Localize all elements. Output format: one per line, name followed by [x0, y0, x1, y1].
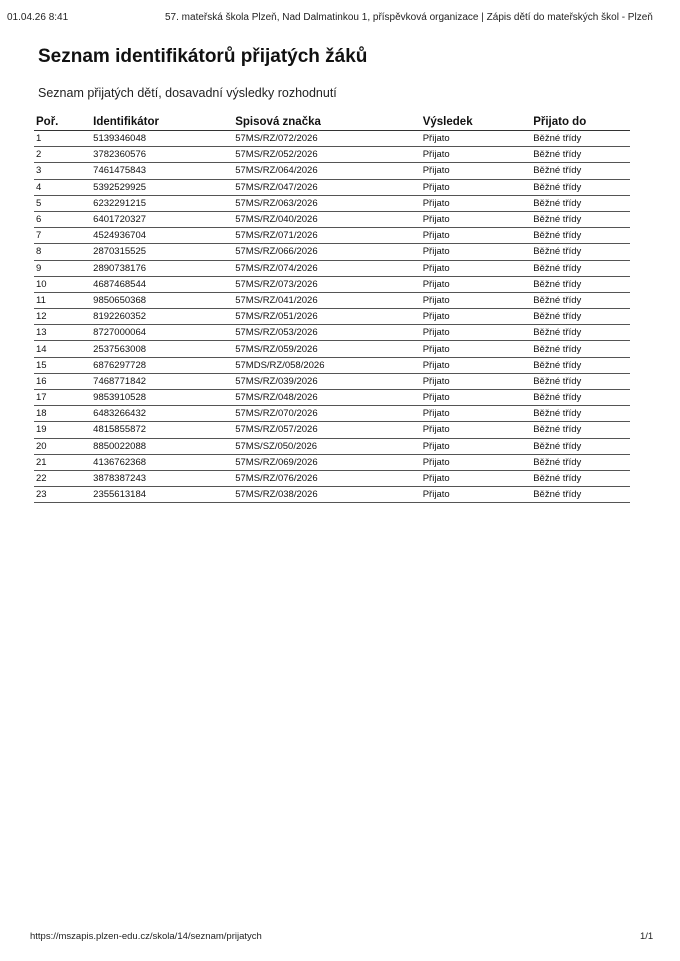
column-header-identifier: Identifikátor [91, 110, 233, 131]
cell-admitted-to: Běžné třídy [531, 163, 630, 179]
cell-identifier: 4136762368 [91, 454, 233, 470]
cell-file-reference: 57MS/RZ/069/2026 [233, 454, 420, 470]
cell-admitted-to: Běžné třídy [531, 325, 630, 341]
cell-file-reference: 57MS/RZ/038/2026 [233, 487, 420, 503]
cell-file-reference: 57MS/RZ/073/2026 [233, 276, 420, 292]
cell-admitted-to: Běžné třídy [531, 276, 630, 292]
cell-identifier: 3782360576 [91, 147, 233, 163]
cell-result: Přijato [421, 260, 531, 276]
cell-order: 17 [34, 390, 91, 406]
table-row [34, 341, 630, 357]
cell-result: Přijato [421, 454, 531, 470]
table-row [34, 454, 630, 470]
cell-file-reference: 57MS/RZ/072/2026 [233, 131, 420, 147]
cell-result: Přijato [421, 131, 531, 147]
cell-identifier: 4687468544 [91, 276, 233, 292]
cell-identifier: 6232291215 [91, 195, 233, 211]
table-row [34, 357, 630, 373]
column-header-order: Poř. [34, 110, 91, 131]
cell-result: Přijato [421, 325, 531, 341]
cell-identifier: 8192260352 [91, 309, 233, 325]
cell-order: 7 [34, 228, 91, 244]
cell-file-reference: 57MS/RZ/074/2026 [233, 260, 420, 276]
cell-admitted-to: Běžné třídy [531, 179, 630, 195]
cell-identifier: 8850022088 [91, 438, 233, 454]
footer-url: https://mszapis.plzen-edu.cz/skola/14/seznam/prijatych [30, 931, 262, 942]
column-header-result: Výsledek [421, 110, 531, 131]
cell-file-reference: 57MS/SZ/050/2026 [233, 438, 420, 454]
cell-order: 23 [34, 487, 91, 503]
cell-admitted-to: Běžné třídy [531, 487, 630, 503]
cell-result: Přijato [421, 422, 531, 438]
cell-identifier: 5139346048 [91, 131, 233, 147]
table-row [34, 147, 630, 163]
cell-order: 13 [34, 325, 91, 341]
cell-admitted-to: Běžné třídy [531, 260, 630, 276]
cell-result: Přijato [421, 163, 531, 179]
table-row [34, 276, 630, 292]
table-row [34, 244, 630, 260]
cell-identifier: 4524936704 [91, 228, 233, 244]
cell-result: Přijato [421, 147, 531, 163]
page-title: Seznam identifikátorů přijatých žáků [38, 46, 368, 67]
cell-file-reference: 57MS/RZ/048/2026 [233, 390, 420, 406]
table-row [34, 309, 630, 325]
cell-file-reference: 57MS/RZ/059/2026 [233, 341, 420, 357]
table-row [34, 292, 630, 308]
cell-identifier: 6401720327 [91, 211, 233, 227]
cell-file-reference: 57MS/RZ/064/2026 [233, 163, 420, 179]
cell-admitted-to: Běžné třídy [531, 147, 630, 163]
cell-identifier: 2890738176 [91, 260, 233, 276]
admitted-children-table [34, 110, 630, 503]
cell-file-reference: 57MS/RZ/066/2026 [233, 244, 420, 260]
cell-result: Přijato [421, 470, 531, 486]
table-row [34, 211, 630, 227]
cell-order: 20 [34, 438, 91, 454]
cell-file-reference: 57MS/RZ/039/2026 [233, 373, 420, 389]
cell-identifier: 8727000064 [91, 325, 233, 341]
cell-order: 15 [34, 357, 91, 373]
cell-order: 4 [34, 179, 91, 195]
table-row [34, 438, 630, 454]
cell-order: 21 [34, 454, 91, 470]
cell-file-reference: 57MS/RZ/070/2026 [233, 406, 420, 422]
cell-result: Přijato [421, 438, 531, 454]
cell-file-reference: 57MS/RZ/076/2026 [233, 470, 420, 486]
cell-result: Přijato [421, 373, 531, 389]
cell-admitted-to: Běžné třídy [531, 390, 630, 406]
table-row [34, 325, 630, 341]
cell-result: Přijato [421, 211, 531, 227]
table-header-row [34, 110, 630, 131]
cell-result: Přijato [421, 228, 531, 244]
cell-identifier: 6483266432 [91, 406, 233, 422]
cell-order: 11 [34, 292, 91, 308]
table-row [34, 406, 630, 422]
cell-admitted-to: Běžné třídy [531, 341, 630, 357]
cell-identifier: 4815855872 [91, 422, 233, 438]
cell-file-reference: 57MS/RZ/063/2026 [233, 195, 420, 211]
cell-identifier: 7468771842 [91, 373, 233, 389]
cell-admitted-to: Běžné třídy [531, 211, 630, 227]
cell-result: Přijato [421, 406, 531, 422]
table-row [34, 470, 630, 486]
print-header-title: 57. mateřská škola Plzeň, Nad Dalmatinkou 1, příspěvková organizace | Zápis dětí do mateřských škol - Plzeň [165, 12, 653, 23]
table-row [34, 195, 630, 211]
page-subtitle: Seznam přijatých dětí, dosavadní výsledky rozhodnutí [38, 86, 337, 100]
table-row [34, 390, 630, 406]
cell-file-reference: 57MS/RZ/052/2026 [233, 147, 420, 163]
cell-result: Přijato [421, 195, 531, 211]
cell-order: 2 [34, 147, 91, 163]
cell-identifier: 5392529925 [91, 179, 233, 195]
footer-page-number: 1/1 [640, 931, 654, 942]
cell-result: Přijato [421, 357, 531, 373]
table-row [34, 487, 630, 503]
cell-admitted-to: Běžné třídy [531, 373, 630, 389]
table-row [34, 228, 630, 244]
cell-result: Přijato [421, 487, 531, 503]
cell-result: Přijato [421, 309, 531, 325]
cell-order: 6 [34, 211, 91, 227]
cell-result: Přijato [421, 276, 531, 292]
cell-order: 3 [34, 163, 91, 179]
cell-admitted-to: Běžné třídy [531, 438, 630, 454]
cell-order: 22 [34, 470, 91, 486]
cell-admitted-to: Běžné třídy [531, 406, 630, 422]
column-header-file-reference: Spisová značka [233, 110, 420, 131]
cell-admitted-to: Běžné třídy [531, 131, 630, 147]
cell-identifier: 9850650368 [91, 292, 233, 308]
cell-result: Přijato [421, 179, 531, 195]
cell-file-reference: 57MS/RZ/047/2026 [233, 179, 420, 195]
cell-admitted-to: Běžné třídy [531, 470, 630, 486]
cell-file-reference: 57MS/RZ/071/2026 [233, 228, 420, 244]
cell-admitted-to: Běžné třídy [531, 244, 630, 260]
cell-identifier: 2537563008 [91, 341, 233, 357]
cell-order: 9 [34, 260, 91, 276]
table-row [34, 131, 630, 147]
cell-order: 8 [34, 244, 91, 260]
cell-result: Přijato [421, 244, 531, 260]
cell-order: 16 [34, 373, 91, 389]
table-row [34, 422, 630, 438]
cell-admitted-to: Běžné třídy [531, 357, 630, 373]
cell-file-reference: 57MS/RZ/040/2026 [233, 211, 420, 227]
cell-identifier: 3878387243 [91, 470, 233, 486]
cell-file-reference: 57MDS/RZ/058/2026 [233, 357, 420, 373]
cell-file-reference: 57MS/RZ/051/2026 [233, 309, 420, 325]
cell-identifier: 2870315525 [91, 244, 233, 260]
cell-admitted-to: Běžné třídy [531, 309, 630, 325]
cell-file-reference: 57MS/RZ/053/2026 [233, 325, 420, 341]
table-row [34, 373, 630, 389]
cell-identifier: 2355613184 [91, 487, 233, 503]
print-datetime: 01.04.26 8:41 [7, 12, 69, 23]
cell-order: 18 [34, 406, 91, 422]
cell-order: 5 [34, 195, 91, 211]
cell-file-reference: 57MS/RZ/041/2026 [233, 292, 420, 308]
cell-admitted-to: Běžné třídy [531, 422, 630, 438]
table-row [34, 163, 630, 179]
cell-result: Přijato [421, 292, 531, 308]
table-row [34, 179, 630, 195]
column-header-admitted-to: Přijato do [531, 110, 630, 131]
cell-identifier: 9853910528 [91, 390, 233, 406]
cell-result: Přijato [421, 390, 531, 406]
cell-identifier: 6876297728 [91, 357, 233, 373]
cell-admitted-to: Běžné třídy [531, 228, 630, 244]
cell-identifier: 7461475843 [91, 163, 233, 179]
table-row [34, 260, 630, 276]
cell-order: 12 [34, 309, 91, 325]
cell-admitted-to: Běžné třídy [531, 292, 630, 308]
table-body [34, 131, 630, 503]
cell-result: Přijato [421, 341, 531, 357]
cell-admitted-to: Běžné třídy [531, 454, 630, 470]
cell-admitted-to: Běžné třídy [531, 195, 630, 211]
cell-order: 14 [34, 341, 91, 357]
cell-order: 1 [34, 131, 91, 147]
cell-file-reference: 57MS/RZ/057/2026 [233, 422, 420, 438]
cell-order: 10 [34, 276, 91, 292]
cell-order: 19 [34, 422, 91, 438]
